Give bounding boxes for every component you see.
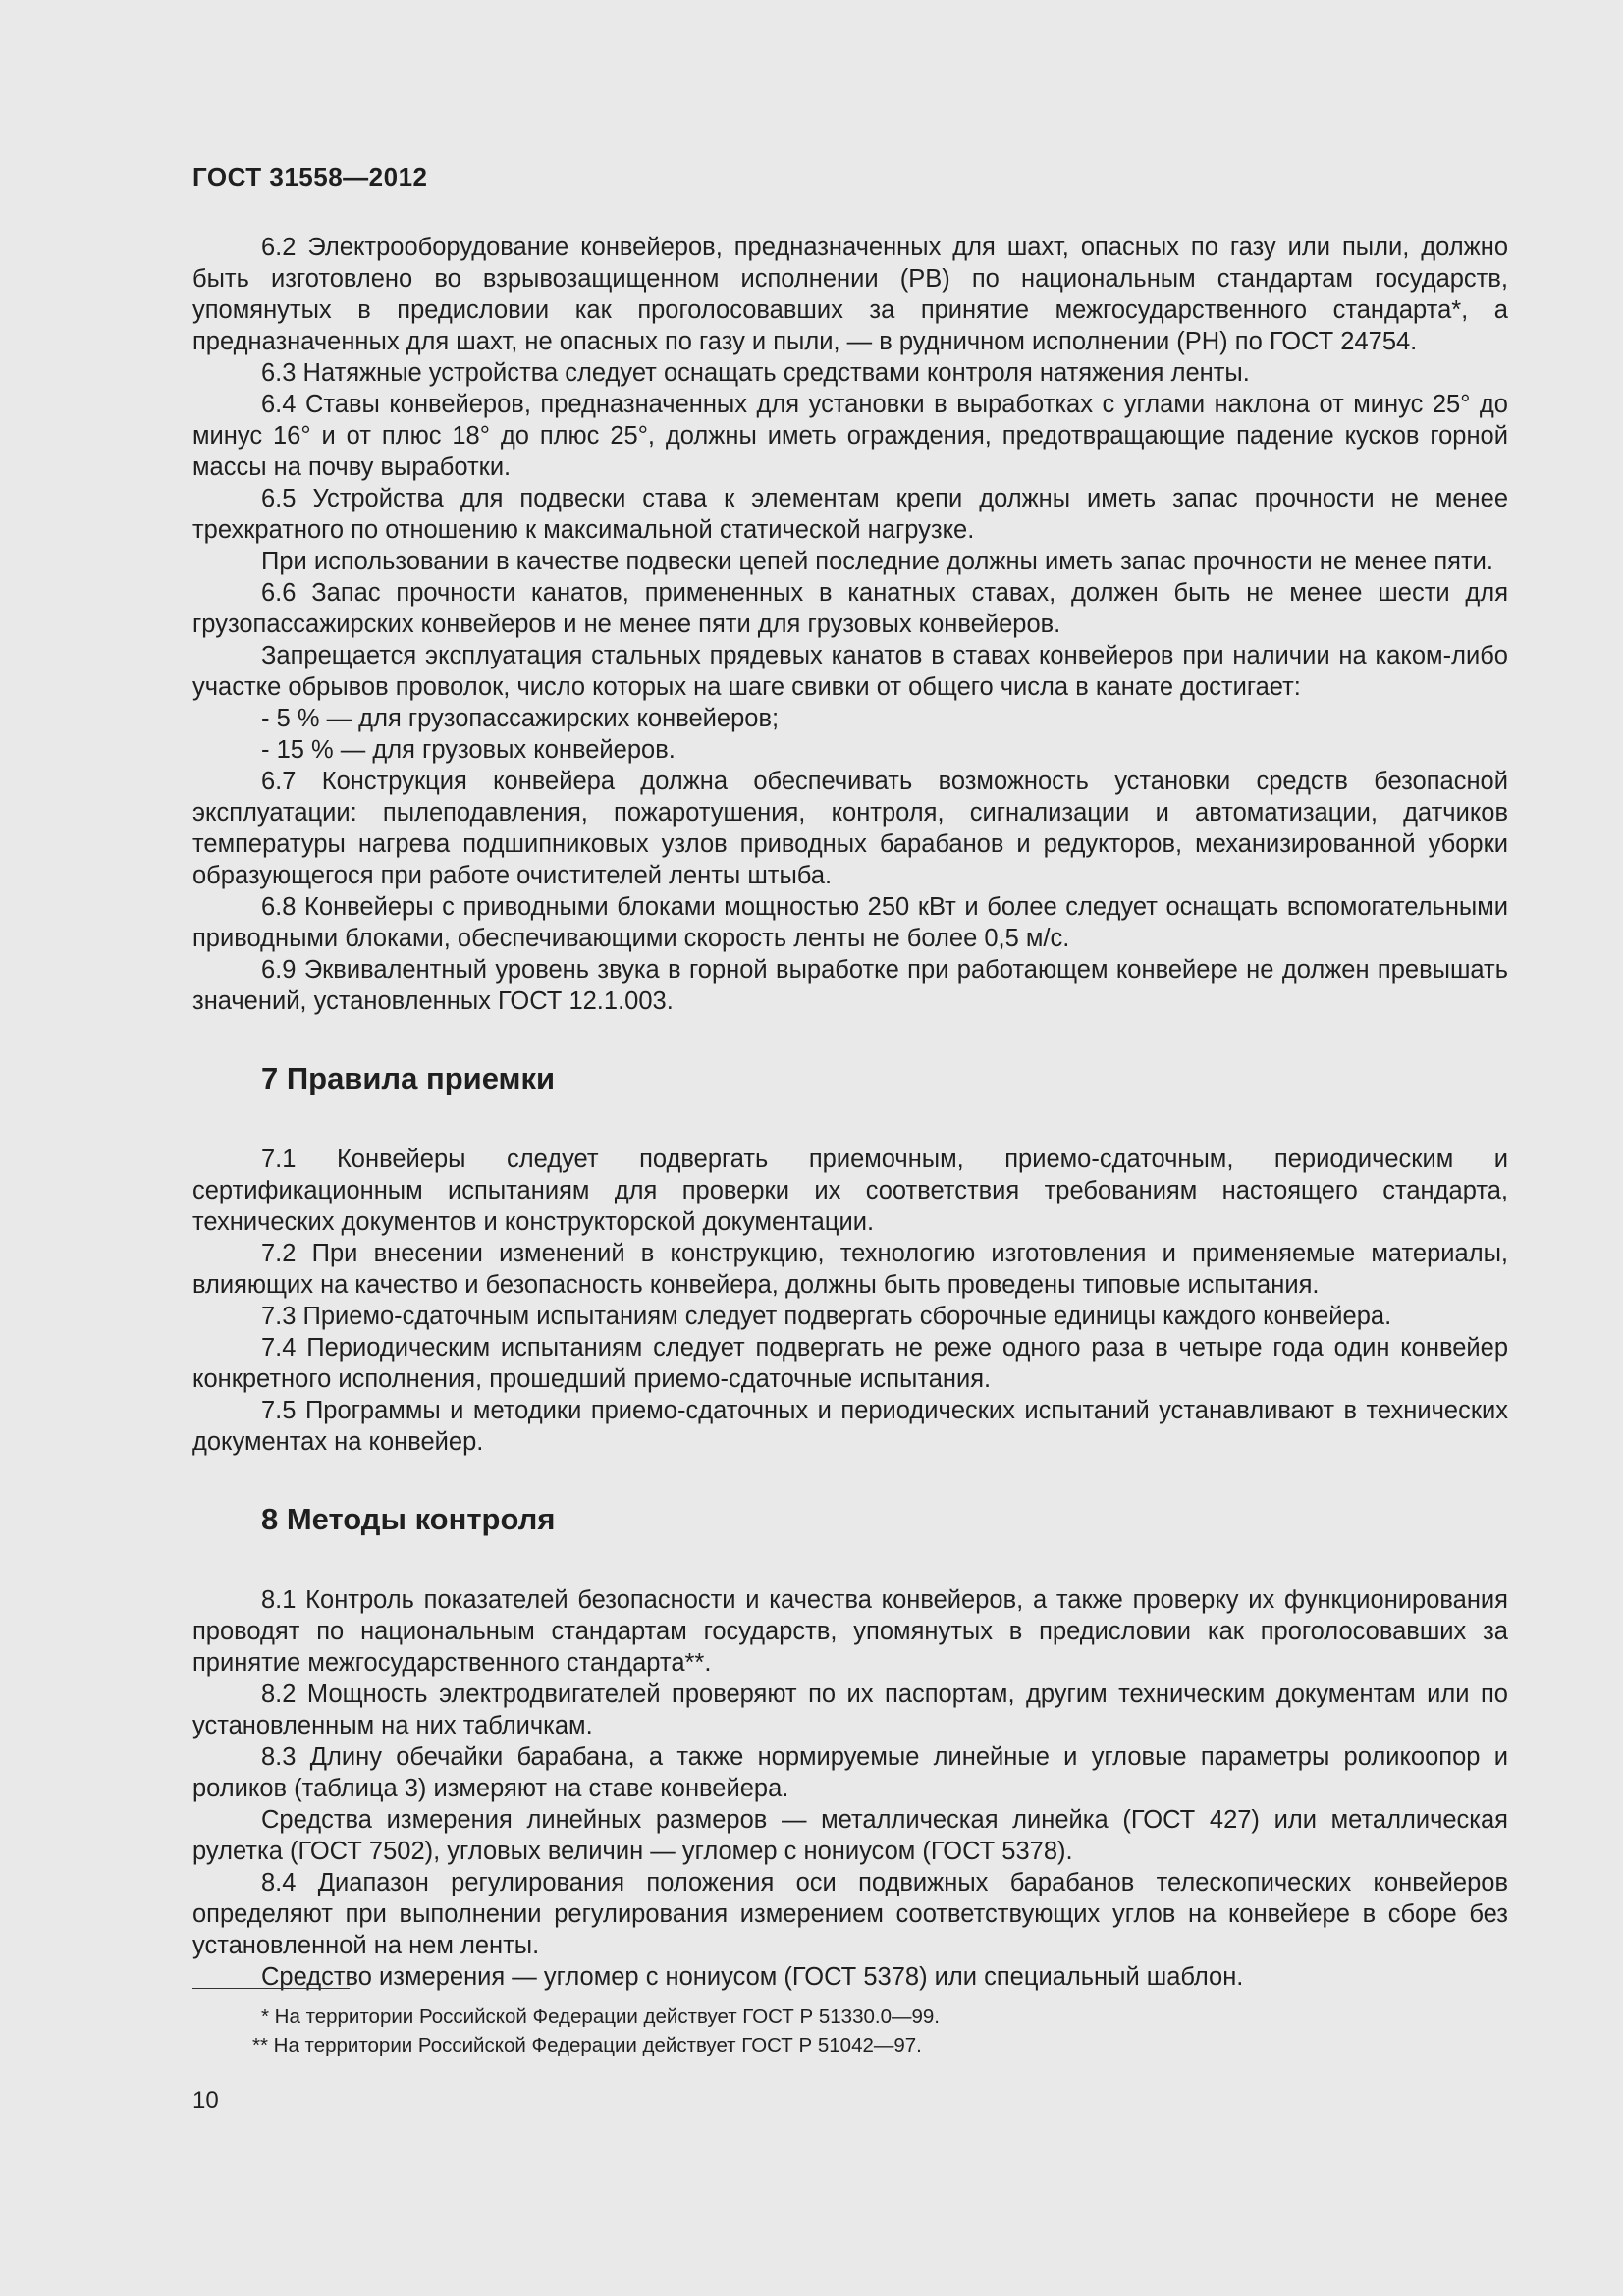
section-heading-8: 8 Методы контроля bbox=[261, 1502, 556, 1536]
paragraph-8-3: 8.3 Длину обечайки барабана, а также нормируемые линейные и угловые параметры роликоопор и роликов (таблица 3) измеряют на ставе конвейера. bbox=[192, 1743, 1508, 1802]
paragraph-6-9: 6.9 Эквивалентный уровень звука в горной выработке при работающем конвейере не должен превышать значений, установленных ГОСТ 12.1.003. bbox=[192, 956, 1508, 1015]
section-heading-7: 7 Правила приемки bbox=[261, 1061, 556, 1095]
footnote-2: ** На территории Российской Федерации действует ГОСТ Р 51042—97. bbox=[252, 2034, 922, 2056]
document-header: ГОСТ 31558—2012 bbox=[192, 162, 428, 191]
page-number: 10 bbox=[192, 2087, 219, 2113]
paragraph-6-8: 6.8 Конвейеры с приводными блоками мощностью 250 кВт и более следует оснащать вспомогательными приводными блоками, обеспечивающими скорость ленты не более 0,5 м/с. bbox=[192, 893, 1508, 952]
paragraph-6-6: 6.6 Запас прочности канатов, примененных в канатных ставах, должен быть не менее шести для грузопассажирских конвейеров и не менее пяти для грузовых конвейеров. bbox=[192, 579, 1508, 638]
paragraph-6-3: 6.3 Натяжные устройства следует оснащать средствами контроля натяжения ленты. bbox=[261, 359, 1250, 387]
paragraph-8-2: 8.2 Мощность электродвигателей проверяют по их паспортам, другим техническим документам или по установленным на них табличкам. bbox=[192, 1681, 1508, 1739]
paragraph-6-4: 6.4 Ставы конвейеров, предназначенных для установки в выработках с углами наклона от минус 25° до минус 16° и от плюс 18° до плюс 25°, должны иметь ограждения, предотвращающие падение кусков горной массы на почву выработки. bbox=[192, 391, 1508, 481]
paragraph-7-2: 7.2 При внесении изменений в конструкцию, технологию изготовления и применяемые материалы, влияющих на качество и безопасность конвейера, должны быть проведены типовые испытания. bbox=[192, 1240, 1508, 1299]
paragraph-7-5: 7.5 Программы и методики приемо-сдаточных и периодических испытаний устанавливают в технических документах на конвейер. bbox=[192, 1397, 1508, 1456]
paragraph-6-7: 6.7 Конструкция конвейера должна обеспечивать возможность установки средств безопасной эксплуатации: пылеподавления, пожаротушения, контроля, сигнализации и автоматизации, датчиков температуры нагрева подшипниковых узлов приводных барабанов и редукторов, механизированной уборки образующегося при работе очистителей ленты штыба. bbox=[192, 768, 1508, 889]
document-body bbox=[192, 232, 1508, 1993]
paragraph-8-4-instrument: Средство измерения — угломер с нониусом (ГОСТ 5378) или специальный шаблон. bbox=[261, 1963, 1244, 1991]
paragraph-6-5: 6.5 Устройства для подвески става к элементам крепи должны иметь запас прочности не менее трехкратного по отношению к максимальной статической нагрузке. bbox=[192, 485, 1508, 544]
paragraph-7-3: 7.3 Приемо-сдаточным испытаниям следует подвергать сборочные единицы каждого конвейера. bbox=[261, 1303, 1392, 1330]
paragraph-8-3-instruments: Средства измерения линейных размеров — металлическая линейка (ГОСТ 427) или металлическая рулетка (ГОСТ 7502), угловых величин — угломер с нониусом (ГОСТ 5378). bbox=[192, 1806, 1508, 1865]
paragraph-6-5-chains: При использовании в качестве подвески цепей последние должны иметь запас прочности не менее пяти. bbox=[261, 548, 1493, 575]
paragraph-7-1: 7.1 Конвейеры следует подвергать приемочным, приемо-сдаточным, периодическим и сертификационным испытаниям для проверки их соответствия требованиям настоящего стандарта, технических документов и конструкторской документации. bbox=[192, 1146, 1508, 1236]
paragraph-8-1: 8.1 Контроль показателей безопасности и качества конвейеров, а также проверку их функционирования проводят по национальным стандартам государств, упомянутых в предисловии как проголосовавших за принятие межгосударственного стандарта**. bbox=[192, 1586, 1508, 1677]
footnote-divider bbox=[192, 1988, 350, 1989]
footnote-1: * На территории Российской Федерации действует ГОСТ Р 51330.0—99. bbox=[261, 2005, 940, 2028]
paragraph-7-4: 7.4 Периодическим испытаниям следует подвергать не реже одного раза в четыре года один конвейер конкретного исполнения, прошедший приемо-сдаточные испытания. bbox=[192, 1334, 1508, 1393]
list-item-cargo: - 15 % — для грузовых конвейеров. bbox=[261, 736, 676, 764]
paragraph-8-4: 8.4 Диапазон регулирования положения оси подвижных барабанов телескопических конвейеров определяют при выполнении регулирования измерением соответствующих углов на конвейере в сборе без установленной на нем ленты. bbox=[192, 1869, 1508, 1959]
list-item-passenger: - 5 % — для грузопассажирских конвейеров; bbox=[261, 705, 780, 732]
paragraph-6-2: 6.2 Электрооборудование конвейеров, предназначенных для шахт, опасных по газу или пыли, должно быть изготовлено во взрывозащищенном исполнении (РВ) по национальным стандартам государств, упомянутых в предисловии как проголосовавших за принятие межгосударственного стандарта*, а предназначенных для шахт, не опасных по газу и пыли, — в рудничном исполнении (РН) по ГОСТ 24754. bbox=[192, 234, 1508, 355]
footnotes bbox=[192, 2002, 1508, 2059]
paragraph-6-6-prohibition: Запрещается эксплуатация стальных прядевых канатов в ставах конвейеров при наличии на каком-либо участке обрывов проволок, число которых на шаге свивки от общего числа в канате достигает: bbox=[192, 642, 1508, 701]
